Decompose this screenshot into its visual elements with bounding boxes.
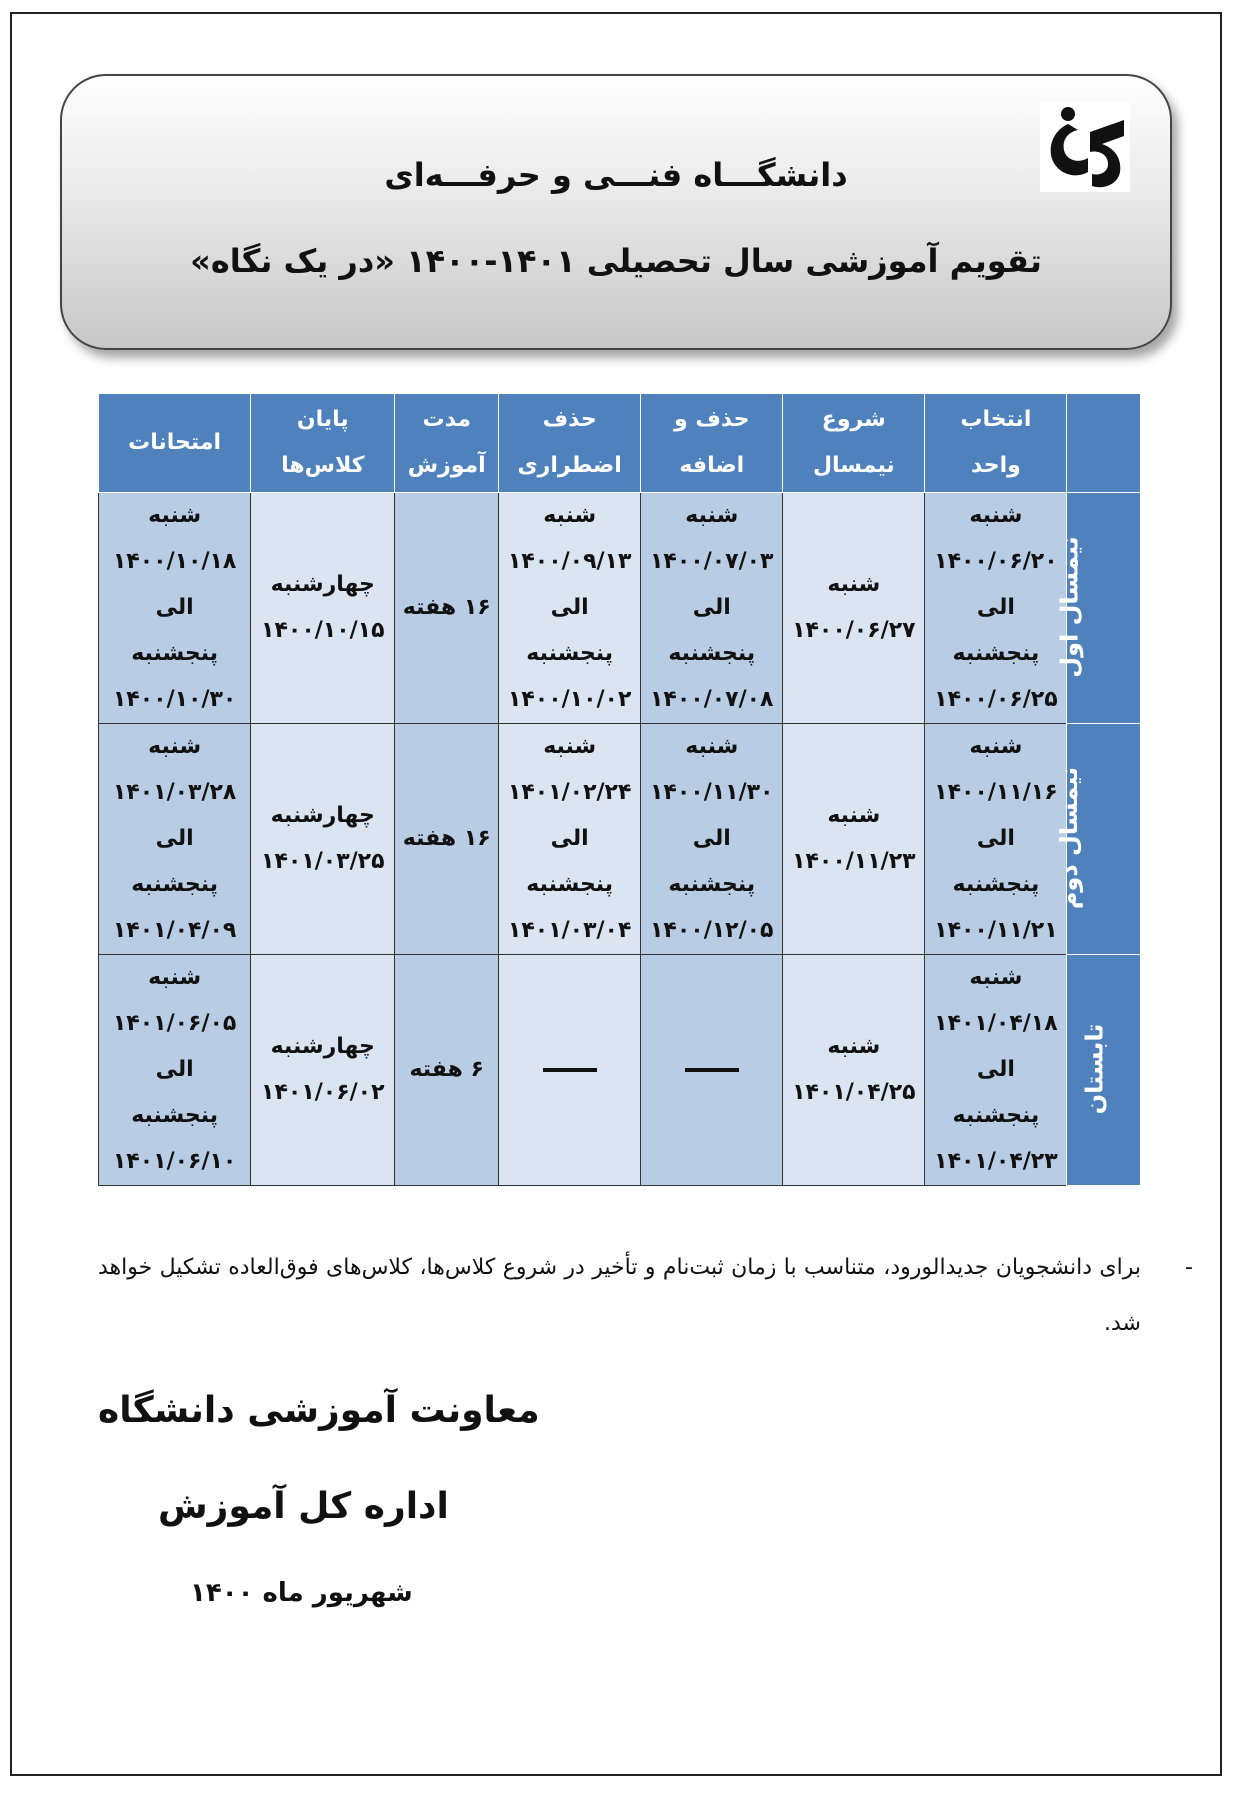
cell-text: شنبه	[148, 734, 202, 759]
cell-text: الی	[155, 1057, 194, 1082]
cell-text: شنبه	[148, 965, 202, 990]
table-cell	[251, 724, 395, 955]
column-header	[395, 394, 499, 493]
cell-text: شنبه	[685, 734, 739, 759]
cell-text: ۱۴۰۱/۰۶/۰۲	[261, 1080, 385, 1105]
cell-text: ۱۴۰۰/۱۲/۰۵	[649, 918, 774, 943]
column-header-text: آموزش	[407, 453, 486, 478]
cell-text: پنجشنبه	[131, 1103, 219, 1128]
cell-text: ۱۶ هفته	[402, 826, 491, 851]
column-header	[99, 394, 251, 493]
table-cell	[395, 955, 499, 1186]
column-header-text: اضافه	[679, 453, 745, 478]
table-cell	[641, 493, 783, 724]
table-cell	[783, 724, 925, 955]
table-cell	[783, 955, 925, 1186]
cell-text: ۱۴۰۱/۰۴/۱۸	[934, 1011, 1058, 1036]
cell-text: چهارشنبه	[270, 572, 375, 597]
cell-text: پنجشنبه	[526, 641, 614, 666]
column-header	[499, 394, 641, 493]
cell-text: ۱۴۰۰/۱۱/۱۶	[934, 780, 1058, 805]
table-cell	[395, 724, 499, 955]
cell-text: شنبه	[543, 503, 597, 528]
cell-text: الی	[550, 595, 589, 620]
cell-text: چهارشنبه	[270, 1034, 375, 1059]
cell-text: ۱۴۰۰/۰۷/۰۸	[649, 687, 774, 712]
column-header-text: واحد	[971, 453, 1021, 478]
cell-text: الی	[155, 826, 194, 851]
cell-text: ۱۴۰۱/۰۲/۲۴	[507, 780, 632, 805]
note-text: برای دانشجویان جدیدالورود، متناسب با زمان ثبت‌نام و تأخیر در شروع کلاس‌ها، کلاس‌های فوق‌العاده تشکیل خواهد شد.	[98, 1255, 1141, 1336]
cell-text: پنجشنبه	[668, 641, 756, 666]
header-box	[60, 74, 1172, 350]
note-bullet: -	[1185, 1255, 1193, 1280]
cell-text: ۱۴۰۱/۰۳/۲۸	[112, 780, 237, 805]
signature-date: شهریور ماه ۱۴۰۰	[190, 1578, 413, 1608]
cell-text: شنبه	[827, 803, 881, 828]
cell-text: ۱۴۰۰/۱۱/۳۰	[649, 780, 774, 805]
cell-text: پنجشنبه	[131, 872, 219, 897]
table-cell	[395, 493, 499, 724]
table-cell	[499, 493, 641, 724]
cell-text: الی	[692, 826, 731, 851]
semester-label-cell	[1055, 493, 1141, 724]
cell-text: ۶ هفته	[409, 1057, 484, 1082]
table-row	[99, 955, 1141, 1186]
column-header-text: اضطراری	[517, 453, 622, 478]
cell-text: ۱۴۰۰/۱۰/۳۰	[112, 687, 237, 712]
semester-label-cell	[1067, 955, 1141, 1186]
cell-text: ۱۴۰۰/۱۱/۲۱	[934, 918, 1058, 943]
semester-label: نیمسال اول	[1055, 536, 1084, 678]
table-cell	[251, 955, 395, 1186]
academic-calendar-table	[98, 393, 1141, 1186]
table-cell	[641, 724, 783, 955]
column-header-text: امتحانات	[128, 430, 222, 455]
cell-text: الی	[155, 595, 194, 620]
cell-text: الی	[976, 1057, 1015, 1082]
cell-text: ۱۴۰۰/۰۹/۱۳	[507, 549, 632, 574]
column-header-text: شروع	[821, 407, 886, 432]
cell-text: شنبه	[543, 734, 597, 759]
cell-text: پنجشنبه	[952, 1103, 1040, 1128]
cell-text: شنبه	[685, 503, 739, 528]
column-header-text: نیمسال	[812, 453, 895, 478]
cell-text: پنجشنبه	[952, 872, 1040, 897]
cell-text: الی	[976, 595, 1015, 620]
not-applicable-dash	[685, 1068, 739, 1072]
not-applicable-dash	[543, 1068, 597, 1072]
column-header-text: کلاس‌ها	[281, 453, 365, 478]
cell-text: ۱۴۰۱/۰۶/۰۵	[112, 1011, 237, 1036]
table-row	[99, 493, 1141, 724]
table-cell	[641, 955, 783, 1186]
cell-text: شنبه	[148, 503, 202, 528]
signature-deputy: معاونت آموزشی دانشگاه	[98, 1390, 540, 1431]
column-header-text: مدت	[422, 407, 471, 432]
cell-text: ۱۴۰۱/۰۴/۲۳	[934, 1149, 1058, 1174]
cell-text: ۱۴۰۱/۰۳/۲۵	[261, 849, 385, 874]
cell-text: شنبه	[969, 965, 1023, 990]
column-header-text: حذف	[542, 407, 597, 432]
cell-text: ۱۴۰۰/۰۶/۲۵	[934, 687, 1058, 712]
cell-text: پنجشنبه	[668, 872, 756, 897]
signature-office: اداره کل آموزش	[158, 1486, 449, 1527]
cell-text: پنجشنبه	[131, 641, 219, 666]
cell-text: شنبه	[827, 1034, 881, 1059]
table-cell	[783, 493, 925, 724]
cell-text: پنجشنبه	[526, 872, 614, 897]
cell-text: ۱۴۰۱/۰۴/۰۹	[112, 918, 237, 943]
cell-text: الی	[550, 826, 589, 851]
cell-text: ۱۴۰۱/۰۳/۰۴	[507, 918, 632, 943]
column-header-text: انتخاب	[960, 407, 1032, 432]
header-subtitle: تقویم آموزشی سال تحصیلی ۱۴۰۱-۱۴۰۰ «در یک نگاه»	[190, 242, 1042, 280]
table-cell	[99, 955, 251, 1186]
semester-label: نیمسال دوم	[1054, 766, 1083, 910]
column-header	[925, 394, 1067, 493]
cell-text: ۱۴۰۱/۰۴/۲۵	[792, 1080, 916, 1105]
table-header-row	[99, 394, 1141, 493]
cell-text: شنبه	[969, 734, 1023, 759]
note-paragraph	[98, 1240, 1193, 1352]
cell-text: چهارشنبه	[270, 803, 375, 828]
cell-text: ۱۶ هفته	[402, 595, 491, 620]
cell-text: پنجشنبه	[952, 641, 1040, 666]
cell-text: ۱۴۰۰/۱۰/۱۸	[112, 549, 237, 574]
table-cell	[251, 493, 395, 724]
cell-text: الی	[692, 595, 731, 620]
table-row	[99, 724, 1141, 955]
cell-text: الی	[976, 826, 1015, 851]
column-header	[641, 394, 783, 493]
corner-header-cell	[1067, 394, 1141, 493]
table-cell	[499, 955, 641, 1186]
table-cell	[925, 955, 1067, 1186]
table-cell	[99, 724, 251, 955]
cell-text: ۱۴۰۰/۰۶/۲۰	[934, 549, 1058, 574]
column-header-text: پایان	[296, 407, 349, 432]
column-header	[251, 394, 395, 493]
cell-text: ۱۴۰۰/۱۰/۱۵	[261, 618, 385, 643]
column-header	[783, 394, 925, 493]
cell-text: ۱۴۰۰/۱۱/۲۳	[792, 849, 916, 874]
table-cell	[99, 493, 251, 724]
semester-label-cell	[1054, 724, 1141, 955]
cell-text: شنبه	[827, 572, 881, 597]
semester-label: تابستان	[1080, 1023, 1109, 1115]
header-title: دانشگـــاه فنـــی و حرفـــه‌ای	[384, 156, 848, 194]
cell-text: شنبه	[969, 503, 1023, 528]
cell-text: ۱۴۰۰/۰۷/۰۳	[649, 549, 774, 574]
cell-text: ۱۴۰۰/۱۰/۰۲	[507, 687, 632, 712]
table-cell	[499, 724, 641, 955]
column-header-text: حذف و	[674, 407, 750, 432]
cell-text: ۱۴۰۰/۰۶/۲۷	[792, 618, 916, 643]
cell-text: ۱۴۰۱/۰۶/۱۰	[112, 1149, 237, 1174]
